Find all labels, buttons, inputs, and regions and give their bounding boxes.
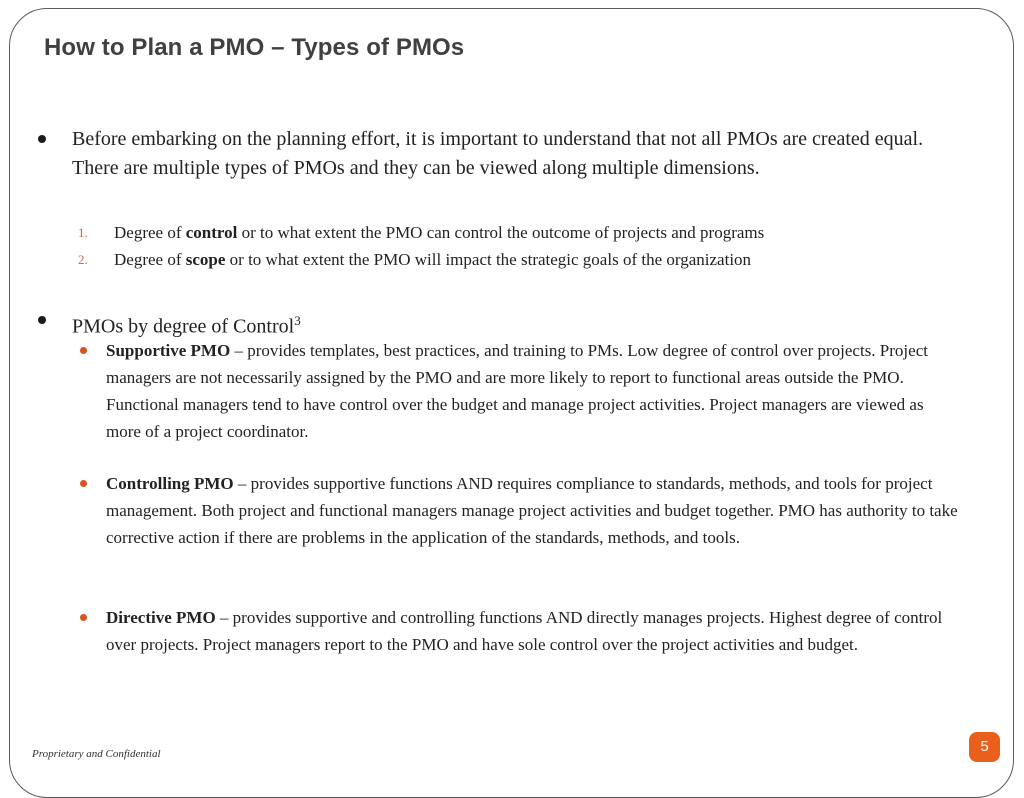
- pmo-type-desc: – provides supportive functions AND requires compliance to standards, methods, and tools for project management. Both project and functional managers manage project activities and budget together. PMO has authority to take corrective action if there are problems in the application of the standards, methods, and tools.: [106, 474, 958, 547]
- control-heading: PMOs by degree of Control: [72, 315, 295, 338]
- page-number-badge: 5: [969, 732, 1000, 762]
- item-keyword: scope: [185, 250, 226, 269]
- dimensions-list: [76, 219, 976, 273]
- bullet-icon: [80, 480, 87, 487]
- slide-title: How to Plan a PMO – Types of PMOs: [44, 34, 465, 61]
- pmo-type-desc: – provides templates, best practices, and training to PMs. Low degree of control over projects. Project managers are not necessarily assigned by the PMO and are more likely to report to functional areas outside the PMO. Functional managers tend to have control over the budget and manage project activities. Project managers are viewed as more of a project coordinator.: [106, 341, 928, 441]
- pmo-type-name: Supportive PMO: [106, 341, 231, 360]
- bullet-icon: [38, 316, 46, 324]
- bullet-icon: [80, 614, 87, 621]
- list-item: [76, 219, 976, 246]
- item-suffix: or to what extent the PMO can control the outcome of projects and programs: [237, 223, 765, 242]
- list-number: 2.: [78, 252, 88, 267]
- pmo-type-controlling: [80, 470, 960, 551]
- pmo-type-desc: – provides supportive and controlling functions AND directly manages projects. Highest degree of control over projects. Project managers report to the PMO and have sole control over the project activities and budget.: [106, 608, 943, 654]
- bullet-icon: [38, 135, 46, 143]
- list-item: [76, 246, 976, 273]
- item-suffix: or to what extent the PMO will impact the strategic goals of the organization: [225, 250, 752, 269]
- pmo-type-directive: [80, 604, 960, 658]
- bullet-icon: [80, 347, 87, 354]
- item-prefix: Degree of: [114, 250, 186, 269]
- intro-bullet: [38, 125, 968, 183]
- pmo-type-supportive: [80, 337, 960, 445]
- pmo-type-name: Controlling PMO: [106, 474, 234, 493]
- pmo-type-name: Directive PMO: [106, 608, 216, 627]
- footnote-ref: 3: [294, 313, 301, 328]
- footer-confidential: Proprietary and Confidential: [32, 748, 161, 760]
- item-keyword: control: [185, 223, 238, 242]
- item-prefix: Degree of: [114, 223, 186, 242]
- intro-text: Before embarking on the planning effort, it is important to understand that not all PMOs are created equal. There are multiple types of PMOs and they can be viewed along multiple dimensions.: [72, 128, 924, 179]
- list-number: 1.: [78, 225, 88, 240]
